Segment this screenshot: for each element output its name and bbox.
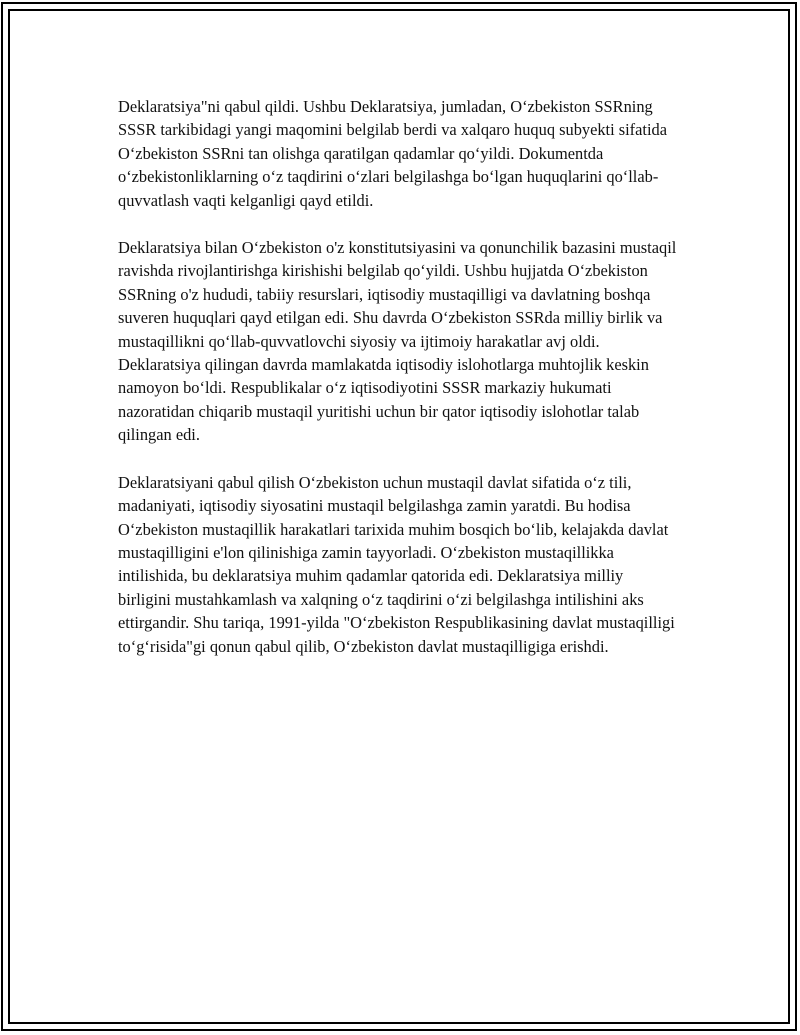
paragraph-2: Deklaratsiya bilan O‘zbekiston o'z konstitutsiyasini va qonunchilik bazasini mustaqil ravishda rivojlantirishga kirishishi belgilab qo‘yildi. Ushbu hujjatda O‘zbekiston SSRning o'z hududi, tabiiy resurslari, iqtisodiy mustaqilligi va davlatning boshqa suveren huquqlari qayd etilgan edi. Shu davrda O‘zbekiston SSRda milliy birlik va mustaqillikni qo‘llab-quvvatlovchi siyosiy va ijtimoiy harakatlar avj oldi. Deklaratsiya qilingan davrda mamlakatda iqtisodiy islohotlarga muhtojlik keskin namoyon bo‘ldi. Respublikalar o‘z iqtisodiyotini SSSR markaziy hukumati nazoratidan chiqarib mustaqil yuritishi uchun bir qator iqtisodiy islohotlar talab qilingan edi.	[118, 238, 677, 445]
document-body	[118, 95, 678, 682]
paragraph-1: Deklaratsiya"ni qabul qildi. Ushbu Deklaratsiya, jumladan, O‘zbekiston SSRning SSSR tarkibidagi yangi maqomini belgilab berdi va xalqaro huquq subyekti sifatida O‘zbekiston SSRni tan olishga qaratilgan qadamlar qo‘yildi. Dokumentda o‘zbekistonliklarning o‘z taqdirini o‘zlari belgilashga bo‘lgan huquqlarini qo‘llab-quvvatlash vaqti kelganligi qayd etildi.	[118, 97, 667, 210]
paragraph-3: Deklaratsiyani qabul qilish O‘zbekiston uchun mustaqil davlat sifatida o‘z tili, madaniyati, iqtisodiy siyosatini mustaqil belgilashga zamin yaratdi. Bu hodisa O‘zbekiston mustaqillik harakatlari tarixida muhim bosqich bo‘lib, kelajakda davlat mustaqilligini e'lon qilinishiga zamin tayyorladi. O‘zbekiston mustaqillikka intilishida, bu deklaratsiya muhim qadamlar qatorida edi. Deklaratsiya milliy birligini mustahkamlash va xalqning o‘z taqdirini o‘zi belgilashga intilishini aks ettirgandir. Shu tariqa, 1991-yilda "O‘zbekiston Respublikasining davlat mustaqilligi to‘g‘risida"gi qonun qabul qilib, O‘zbekiston davlat mustaqilligiga erishdi.	[118, 472, 675, 656]
